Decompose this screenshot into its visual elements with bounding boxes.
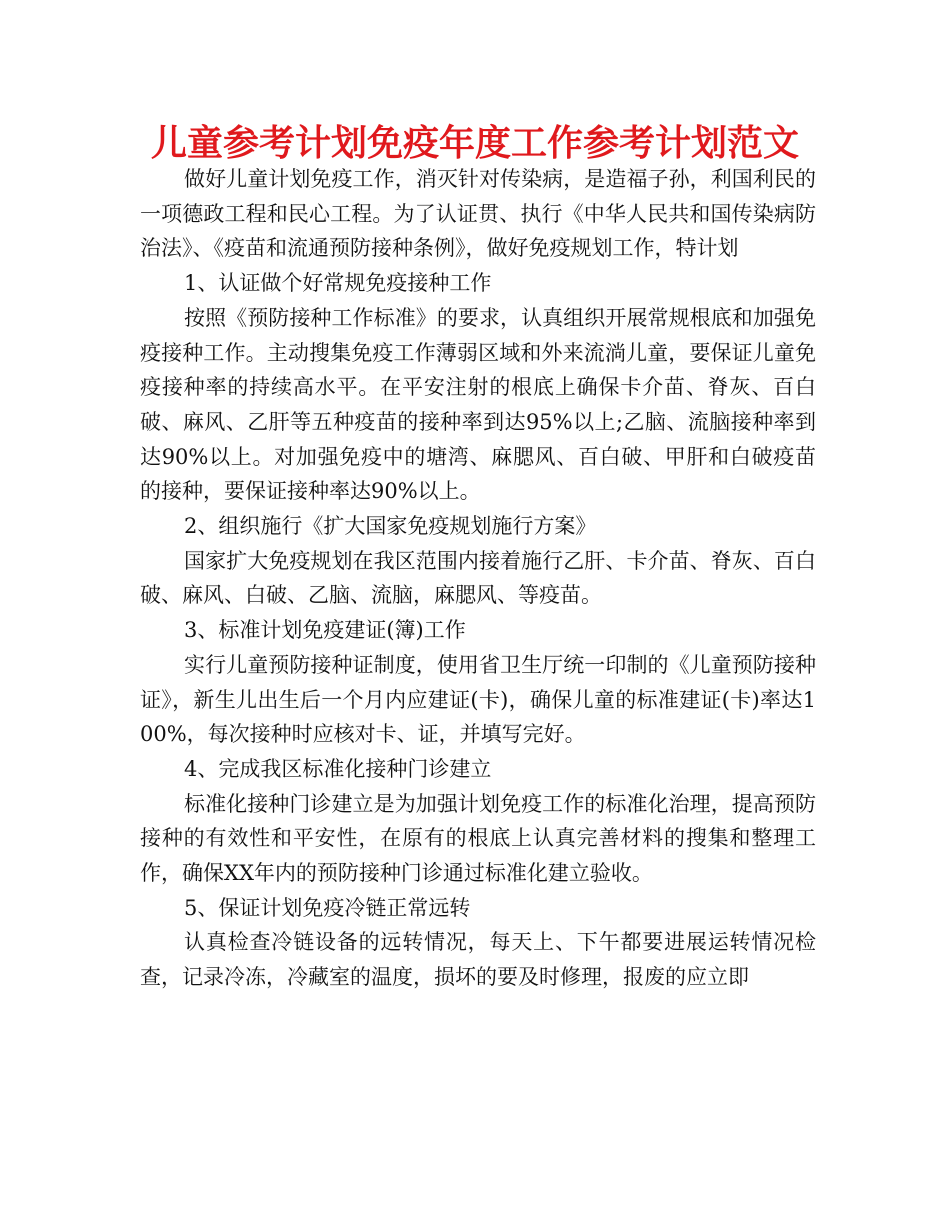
- section-heading-4: 4、完成我区标准化接种门诊建立: [184, 756, 492, 781]
- section-heading-3: 3、标准计划免疫建证(簿)工作: [184, 618, 466, 643]
- document-body: [140, 162, 816, 995]
- section-paragraph-2: 国家扩大免疫规划在我区范围内接着施行乙肝、卡介苗、脊灰、百白破、麻风、白破、乙脑、流脑，麻腮风、等疫苗。: [140, 548, 816, 608]
- section-heading-2: 2、组织施行《扩大国家免疫规划施行方案》: [184, 514, 597, 539]
- section-paragraph-3: 实行儿童预防接种证制度，使用省卫生厅统一印制的《儿童预防接种证》，新生儿出生后一个月内应建证(卡)，确保儿童的标准建证(卡)率达100%，每次接种时应核对卡、证，并填写完好。: [140, 652, 816, 747]
- section-paragraph-4: 标准化接种门诊建立是为加强计划免疫工作的标准化治理，提高预防接种的有效性和平安性，在原有的根底上认真完善材料的搜集和整理工作，确保XX年内的预防接种门诊通过标准化建立验收。: [140, 791, 816, 886]
- section-heading-5: 5、保证计划免疫冷链正常远转: [184, 895, 471, 920]
- document-title: 儿童参考计划免疫年度工作参考计划范文: [150, 123, 799, 164]
- section-heading-1: 1、认证做个好常规免疫接种工作: [184, 271, 492, 296]
- section-paragraph-5: 认真检查冷链设备的远转情况，每天上、下午都要进展运转情况检查，记录冷冻，冷藏室的温度，损坏的要及时修理，报废的应立即: [140, 930, 816, 990]
- intro-paragraph: 做好儿童计划免疫工作，消灭针对传染病，是造福子孙，利国利民的一项德政工程和民心工程。为了认证贯、执行《中华人民共和国传染病防治法》、《疫苗和流通预防接种条例》，做好免疫规划工作，特计划: [140, 167, 816, 261]
- section-paragraph-1: 按照《预防接种工作标准》的要求，认真组织开展常规根底和加强免疫接种工作。主动搜集免疫工作薄弱区域和外来流淌儿童，要保证儿童免疫接种率的持续高水平。在平安注射的根底上确保卡介苗、脊灰、百白破、麻风、乙肝等五种疫苗的接种率到达95%以上;乙脑、流脑接种率到达90%以上。对加强免疫中的塘湾、麻腮风、百白破、甲肝和白破疫苗的接种，要保证接种率达90%以上。: [140, 305, 816, 504]
